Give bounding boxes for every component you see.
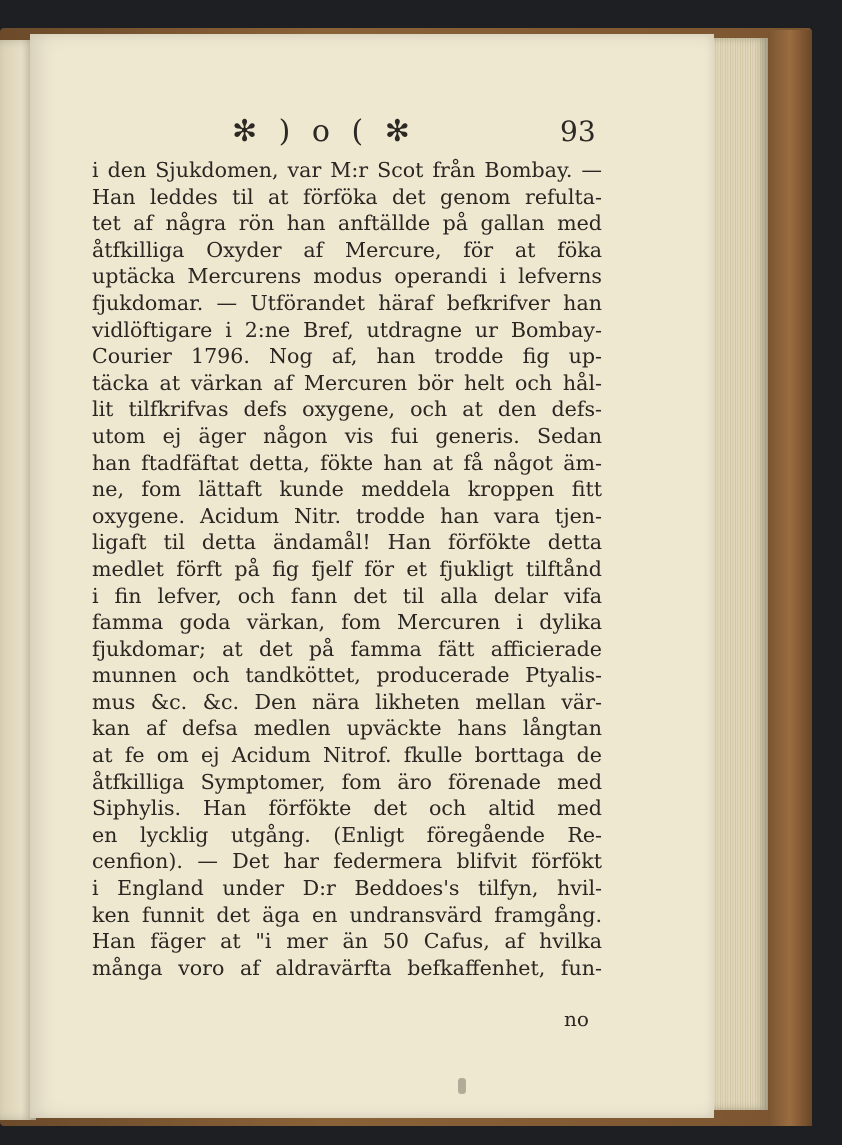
text-line: många voro af aldravärfta befkaffenhet, fun- (92, 955, 602, 980)
text-line: tet af några rön han anftällde på gallan med (92, 211, 602, 236)
text-line: Han leddes til at förföka det genom refulta- (92, 184, 602, 209)
body-text (92, 157, 602, 981)
text-line: kan af defsa medlen upväckte hans långtan (92, 716, 602, 741)
text-line: ligaft til detta ändamål! Han förfökte detta (92, 530, 602, 555)
page-fore-edge (706, 38, 768, 1110)
book-edge-binding (768, 30, 812, 1126)
text-line: fjukdomar; at det på famma fätt afficierade (92, 636, 602, 661)
text-line: Han fäger at "i mer än 50 Cafus, af hvilka (92, 929, 602, 954)
text-line: i fin lefver, och fann det til alla delar vifa (92, 583, 602, 608)
text-line: vidlöftigare i 2:ne Bref, utdragne ur Bombay- (92, 317, 602, 342)
text-line: åtfkilliga Symptomer, fom äro förenade med (92, 769, 602, 794)
ink-smudge (458, 1078, 466, 1094)
text-line: uptäcka Mercurens modus operandi i lefverns (92, 264, 602, 289)
text-line: Siphylis. Han förfökte det och altid med (92, 796, 602, 821)
text-line: medlet förft på fig fjelf för et fjukligt tilftånd (92, 556, 602, 581)
running-header-ornament: ✻ ) o ( ✻ (232, 114, 416, 149)
text-line: munnen och tandköttet, producerade Ptyalis- (92, 663, 602, 688)
page-number: 93 (560, 115, 596, 148)
text-line: lit tilfkrifvas defs oxygene, och at den defs- (92, 397, 602, 422)
text-line: i England under D:r Beddoes's tilfyn, hvil- (92, 876, 602, 901)
text-line: en lycklig utgång. (Enligt föregående Re- (92, 822, 602, 847)
text-line: fjukdomar. — Utförandet häraf befkrifver han (92, 290, 602, 315)
catchword: no (564, 1007, 589, 1031)
text-line: utom ej äger någon vis fui generis. Sedan (92, 423, 602, 448)
text-line: ken funnit det äga en undransvärd framgång. (92, 902, 602, 927)
text-line: oxygene. Acidum Nitr. trodde han vara tjen- (92, 503, 602, 528)
text-line: mus &c. &c. Den nära likheten mellan vär- (92, 689, 602, 714)
text-line: han ftadfäftat detta, fökte han at få något äm- (92, 450, 602, 475)
text-line: famma goda värkan, fom Mercuren i dylika (92, 610, 602, 635)
text-line: åtfkilliga Oxyder af Mercure, för at föka (92, 237, 602, 262)
text-line: ne, fom lättaft kunde meddela kroppen fitt (92, 477, 602, 502)
text-line: täcka at värkan af Mercuren bör helt och hål- (92, 370, 602, 395)
text-line: at fe om ej Acidum Nitrof. fkulle borttaga de (92, 743, 602, 768)
text-line: i den Sjukdomen, var M:r Scot från Bombay. — (92, 158, 602, 182)
text-line: Courier 1796. Nog af, han trodde fig up- (92, 344, 602, 369)
text-line: cenfion). — Det har federmera blifvit förfökt (92, 849, 602, 874)
